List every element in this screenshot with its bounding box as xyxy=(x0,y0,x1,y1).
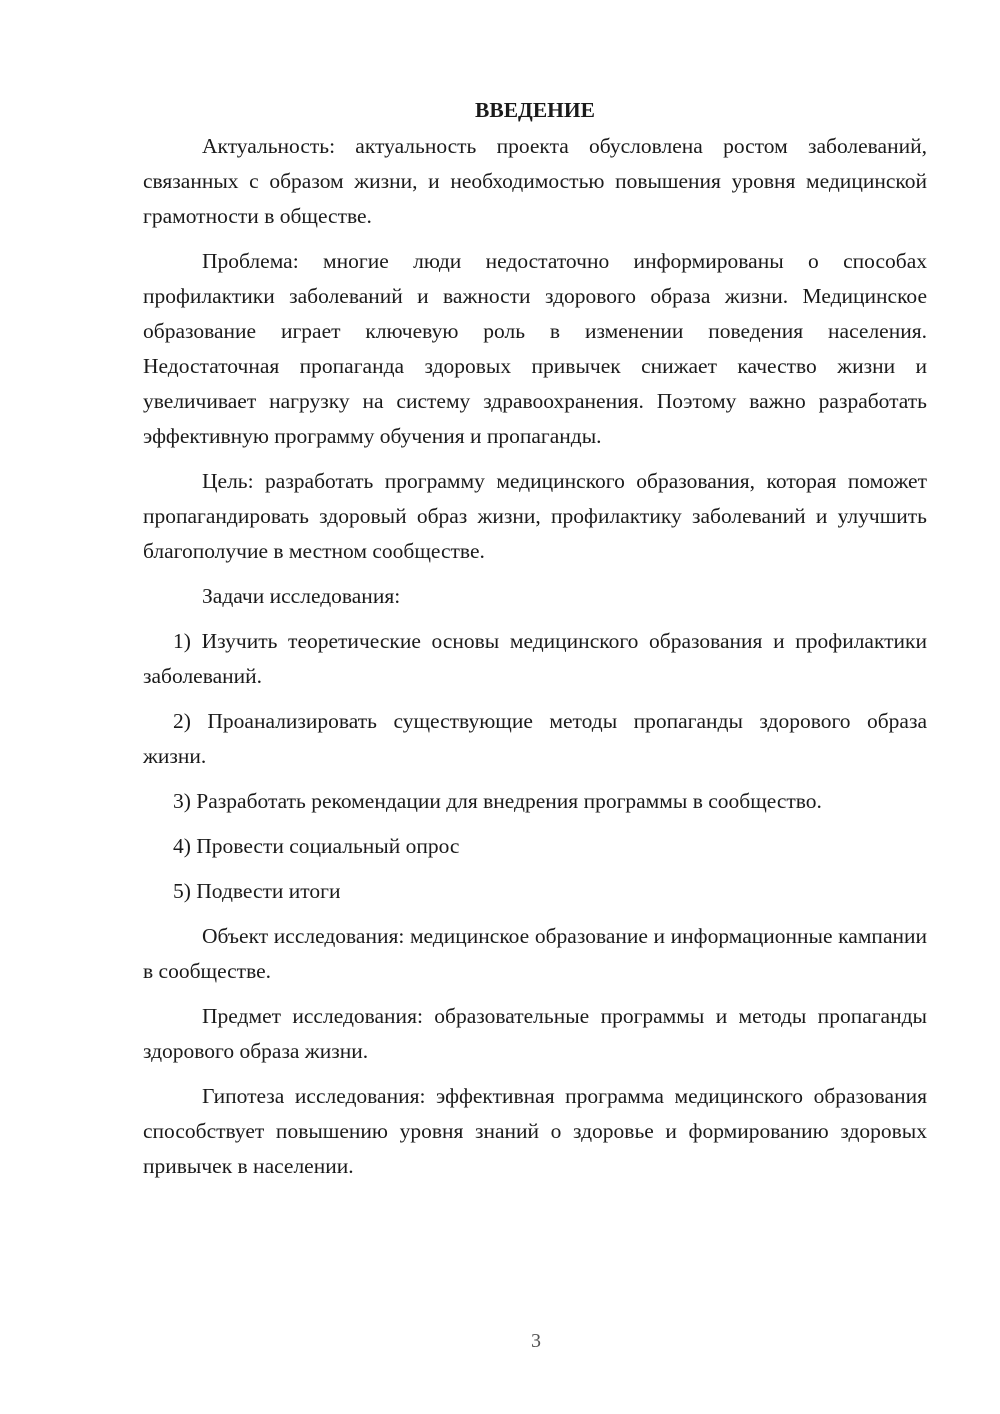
task-item-1: 1) Изучить теоретические основы медицинского образования и профилактики заболеваний. xyxy=(143,629,927,688)
task-item-2: 2) Проанализировать существующие методы пропаганды здорового образа жизни. xyxy=(143,709,927,768)
goal-paragraph: Цель: разработать программу медицинского образования, которая поможет пропагандировать здоровый образ жизни, профилактику заболеваний и улучшить благополучие в местном сообществе. xyxy=(143,469,927,563)
task-item-4: 4) Провести социальный опрос xyxy=(173,834,460,858)
tasks-title: Задачи исследования: xyxy=(202,584,401,608)
page-content xyxy=(143,93,927,1194)
relevance-paragraph: Актуальность: актуальность проекта обусловлена ростом заболеваний, связанных с образом жизни, и необходимостью повышения уровня медицинской грамотности в обществе. xyxy=(143,134,927,228)
section-heading: ВВЕДЕНИЕ xyxy=(475,98,595,122)
problem-paragraph: Проблема: многие люди недостаточно информированы о способах профилактики заболеваний и важности здорового образа жизни. Медицинское образование играет ключевую роль в изменении поведения населения. Недостаточная пропаганда здоровых привычек снижает качество жизни и увеличивает нагрузку на систему здравоохранения. Поэтому важно разработать эффективную программу обучения и пропаганды. xyxy=(143,249,927,448)
subject-paragraph: Предмет исследования: образовательные программы и методы пропаганды здорового образа жизни. xyxy=(143,1004,927,1063)
object-paragraph: Объект исследования: медицинское образование и информационные кампании в сообществе. xyxy=(143,924,927,983)
hypothesis-paragraph: Гипотеза исследования: эффективная программа медицинского образования способствует повышению уровня знаний о здоровье и формированию здоровых привычек в населении. xyxy=(143,1084,927,1178)
task-item-5: 5) Подвести итоги xyxy=(173,879,341,903)
page-number: 3 xyxy=(531,1330,541,1352)
task-item-3: 3) Разработать рекомендации для внедрения программы в сообщество. xyxy=(173,789,822,813)
